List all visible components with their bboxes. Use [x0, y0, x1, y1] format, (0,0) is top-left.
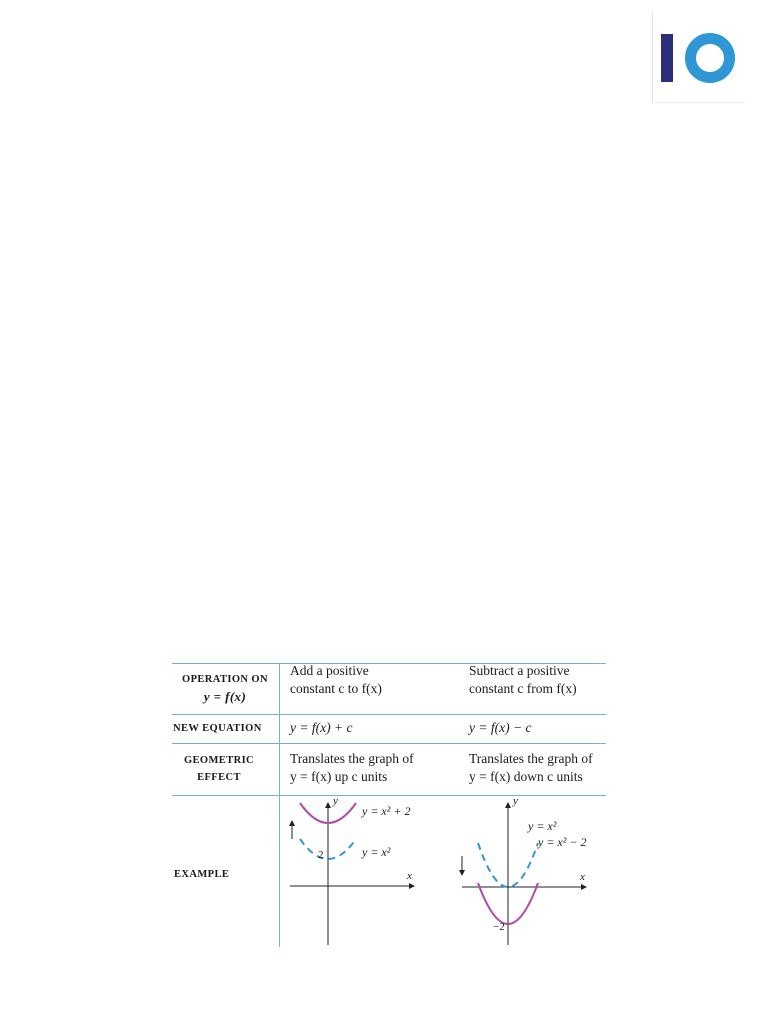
axis-label-y: y: [333, 795, 338, 807]
cell-line: constant c from f(x): [469, 681, 577, 696]
tick-label: 2: [318, 849, 324, 861]
cell-translate-up: [290, 750, 414, 786]
axis-label-x: x: [580, 871, 585, 883]
label-base: y = x²: [362, 845, 391, 859]
logo-bar: [661, 34, 673, 82]
cell-line: Subtract a positive: [469, 663, 570, 678]
up-arrow-head: [289, 820, 295, 826]
label-base: y = x²: [528, 819, 557, 833]
axis-label-x: x: [407, 870, 412, 882]
row-header-operation: [172, 671, 278, 705]
cell-line: Add a positive: [290, 663, 369, 678]
cell-line: constant c to f(x): [290, 681, 382, 696]
row-header-line: OPERATION ON: [182, 674, 268, 685]
table-rule: [172, 714, 606, 715]
cell-add-constant: [290, 662, 382, 698]
row-header-example: EXAMPLE: [174, 869, 230, 880]
label-shifted: y = x² + 2: [362, 804, 411, 818]
cell-line: y = f(x) down c units: [469, 769, 583, 784]
axis-label-y: y: [513, 795, 518, 807]
cell-line: Translates the graph of: [290, 751, 414, 766]
logo-ring: [691, 39, 730, 78]
example-graph-down: [452, 795, 604, 945]
row-header-line: y = f(x): [203, 689, 247, 704]
cell-line: Translates the graph of: [469, 751, 593, 766]
row-header-line: GEOMETRIC: [183, 755, 255, 766]
row-header-geometric-effect: [166, 752, 272, 786]
cell-equation-plus: y = f(x) + c: [290, 720, 353, 735]
row-header-new-equation: NEW EQUATION: [173, 723, 262, 734]
table-rule: [172, 795, 606, 796]
row-header-line: EFFECT: [197, 772, 241, 783]
io-logo-icon: [653, 12, 745, 102]
graph-up-svg: [282, 799, 462, 945]
table-rule: [172, 743, 606, 744]
example-graph-up: [282, 795, 462, 945]
cell-translate-down: [469, 750, 593, 786]
label-shifted: y = x² − 2: [538, 835, 587, 849]
table-column-divider: [279, 663, 280, 947]
translation-table: [172, 663, 606, 947]
logo: [652, 12, 745, 103]
cell-line: y = f(x) up c units: [290, 769, 388, 784]
cell-equation-minus: y = f(x) − c: [469, 720, 532, 735]
down-arrow-head: [459, 870, 465, 876]
tick-label: −2: [493, 921, 505, 933]
cell-subtract-constant: [469, 662, 577, 698]
